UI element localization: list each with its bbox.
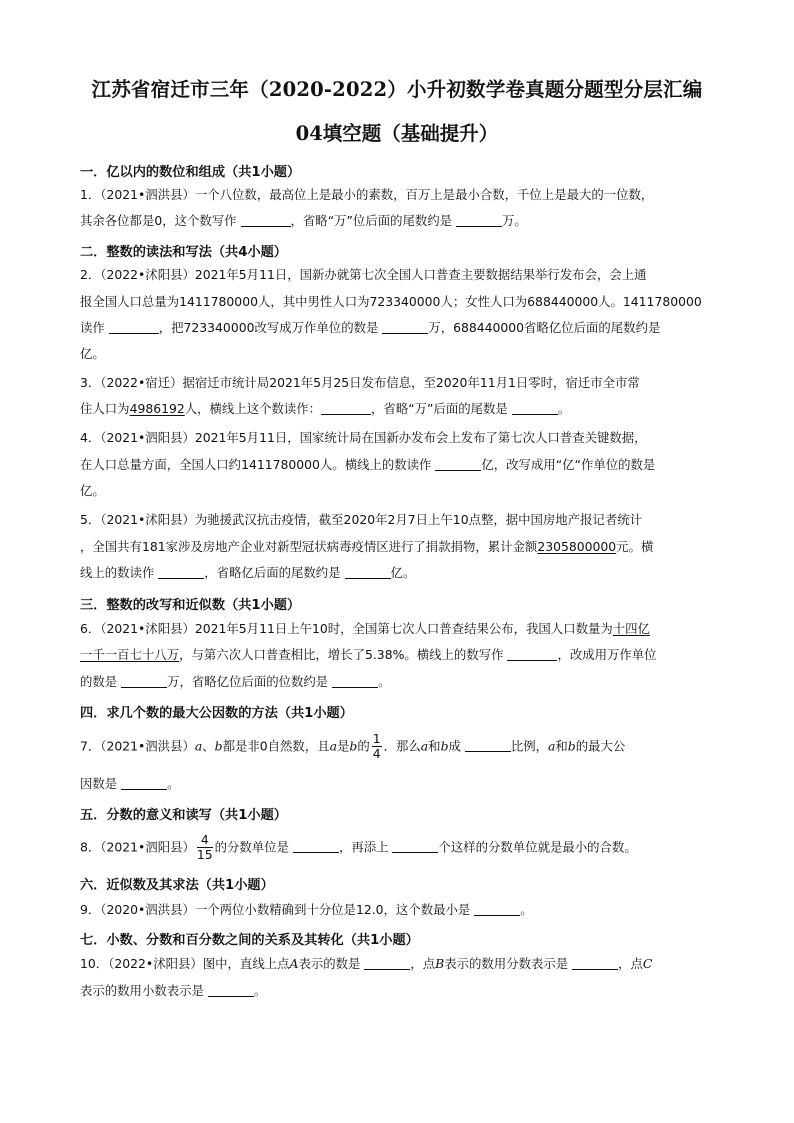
section-heading-4: 四．求几个数的最大公因数的方法（共1小题） — [80, 706, 353, 721]
question-4-line-1: 4．（2021•泗阳县）2021年5月11日，国家统计局在国新办发布会上发布了第七次人口普查关键数据， — [80, 430, 647, 445]
section-heading-2: 二．整数的读法和写法（共4小题） — [80, 245, 287, 260]
answer-blank[interactable] — [512, 402, 558, 415]
question-1-line-2: 其余各位都是0，这个数写作 ，省略“万”位后面的尾数约是 万。 — [80, 213, 527, 228]
question-3-line-2: 住人口为4986192人，横线上这个数读作： ，省略“万”后面的尾数是 。 — [80, 401, 571, 416]
question-10-line-1: 10．（2022•沭阳县）图中，直线上点A表示的数是 ，点B表示的数用分数表示是 ，点C — [80, 956, 653, 971]
answer-blank[interactable] — [465, 739, 511, 752]
question-1-line-1: 1．（2021•泗洪县）一个八位数，最高位上是最小的素数，百万上是最小合数，千位上是最大的一位数， — [80, 187, 654, 202]
question-4-line-3: 亿。 — [80, 483, 105, 498]
fraction-four-fifteenths: $\frac{4}{15}$ — [196, 832, 213, 863]
question-3-line-1: 3．（2022•宿迁）据宿迁市统计局2021年5月25日发布信息，至2020年11月1日零时，宿迁市全市常 — [80, 375, 640, 390]
answer-blank[interactable] — [321, 402, 371, 415]
question-9-line-1: 9．（2020•泗洪县）一个两位小数精确到十分位是12.0，这个数最小是 。 — [80, 902, 533, 917]
answer-blank[interactable] — [572, 957, 618, 970]
answer-blank[interactable] — [382, 321, 428, 334]
section-heading-7: 七．小数、分数和百分数之间的关系及其转化（共1小题） — [80, 933, 419, 948]
answer-blank[interactable] — [158, 566, 204, 579]
section-heading-5: 五．分数的意义和读写（共1小题） — [80, 808, 287, 823]
question-2-line-2: 报全国人口总量为1411780000人，其中男性人口为723340000人；女性人口为688440000人。1411780000 — [80, 294, 702, 309]
answer-blank[interactable] — [121, 675, 167, 688]
section-heading-3: 三．整数的改写和近似数（共1小题） — [80, 598, 301, 613]
question-5-line-3: 线上的数读作 ，省略亿后面的尾数约是 亿。 — [80, 565, 416, 580]
question-10-line-2: 表示的数用小数表示是 。 — [80, 983, 267, 998]
answer-blank[interactable] — [392, 840, 438, 853]
question-8-line-1: 8．（2021•泗阳县） $\frac{4}{15}$ 的分数单位是 ，再添上 个这样的分数单位就是最小的合数。 — [80, 832, 637, 863]
fraction-one-quarter: $\frac{1}{4}$ — [372, 731, 381, 762]
question-6-line-3: 的数是 万，省略亿位后面的位数约是 。 — [80, 674, 391, 689]
answer-blank[interactable] — [364, 957, 410, 970]
answer-blank[interactable] — [109, 321, 159, 334]
answer-blank[interactable] — [345, 566, 391, 579]
question-5-line-2: ，全国共有181家涉及房地产企业对新型冠状病毒疫情区进行了捐款捐物，累计金额2305800000元。横 — [80, 539, 654, 554]
question-7-line-1: 7．（2021•泗洪县）a、b都是非0自然数，且a是b的 $\frac{1}{4}$ ．那么a和b成 比例，a和b的最大公 — [80, 731, 626, 762]
document-subtitle: 04填空题（基础提升） — [295, 122, 499, 145]
section-heading-1: 一．亿以内的数位和组成（共1小题） — [80, 165, 301, 180]
question-5-line-1: 5．（2021•沭阳县）为驰援武汉抗击疫情，截至2020年2月7日上午10点整，据中国房地产报记者统计 — [80, 512, 643, 527]
section-heading-6: 六．近似数及其求法（共1小题） — [80, 878, 274, 893]
answer-blank[interactable] — [507, 648, 557, 661]
answer-blank[interactable] — [474, 903, 520, 916]
answer-blank[interactable] — [208, 984, 254, 997]
question-2-line-1: 2．（2022•沭阳县）2021年5月11日，国新办就第七次全国人口普查主要数据结果举行发布会，会上通 — [80, 267, 647, 282]
answer-blank[interactable] — [332, 675, 378, 688]
answer-blank[interactable] — [456, 214, 502, 227]
answer-blank[interactable] — [121, 777, 167, 790]
answer-blank[interactable] — [241, 214, 291, 227]
question-7-line-2: 因数是 。 — [80, 776, 180, 791]
question-4-line-2: 在人口总量方面，全国人口约1411780000人。横线上的数读作 亿，改写成用“亿“作单位的数是 — [80, 457, 656, 472]
answer-blank[interactable] — [435, 458, 481, 471]
question-2-line-4: 亿。 — [80, 346, 105, 361]
question-6-line-2: 一千一百七十八万，与第六次人口普查相比，增长了5.38%。横线上的数写作 ，改成用万作单位 — [80, 647, 657, 662]
document-title: 江苏省宿迁市三年（2020-2022）小升初数学卷真题分题型分层汇编 — [91, 78, 703, 101]
answer-blank[interactable] — [293, 840, 339, 853]
question-2-line-3: 读作 ，把723340000改写成万作单位的数是 万，688440000省略亿位后面的尾数约是 — [80, 320, 661, 335]
question-6-line-1: 6．（2021•沭阳县）2021年5月11日上午10时，全国第七次人口普查结果公布，我国人口数量为十四亿 — [80, 621, 650, 636]
